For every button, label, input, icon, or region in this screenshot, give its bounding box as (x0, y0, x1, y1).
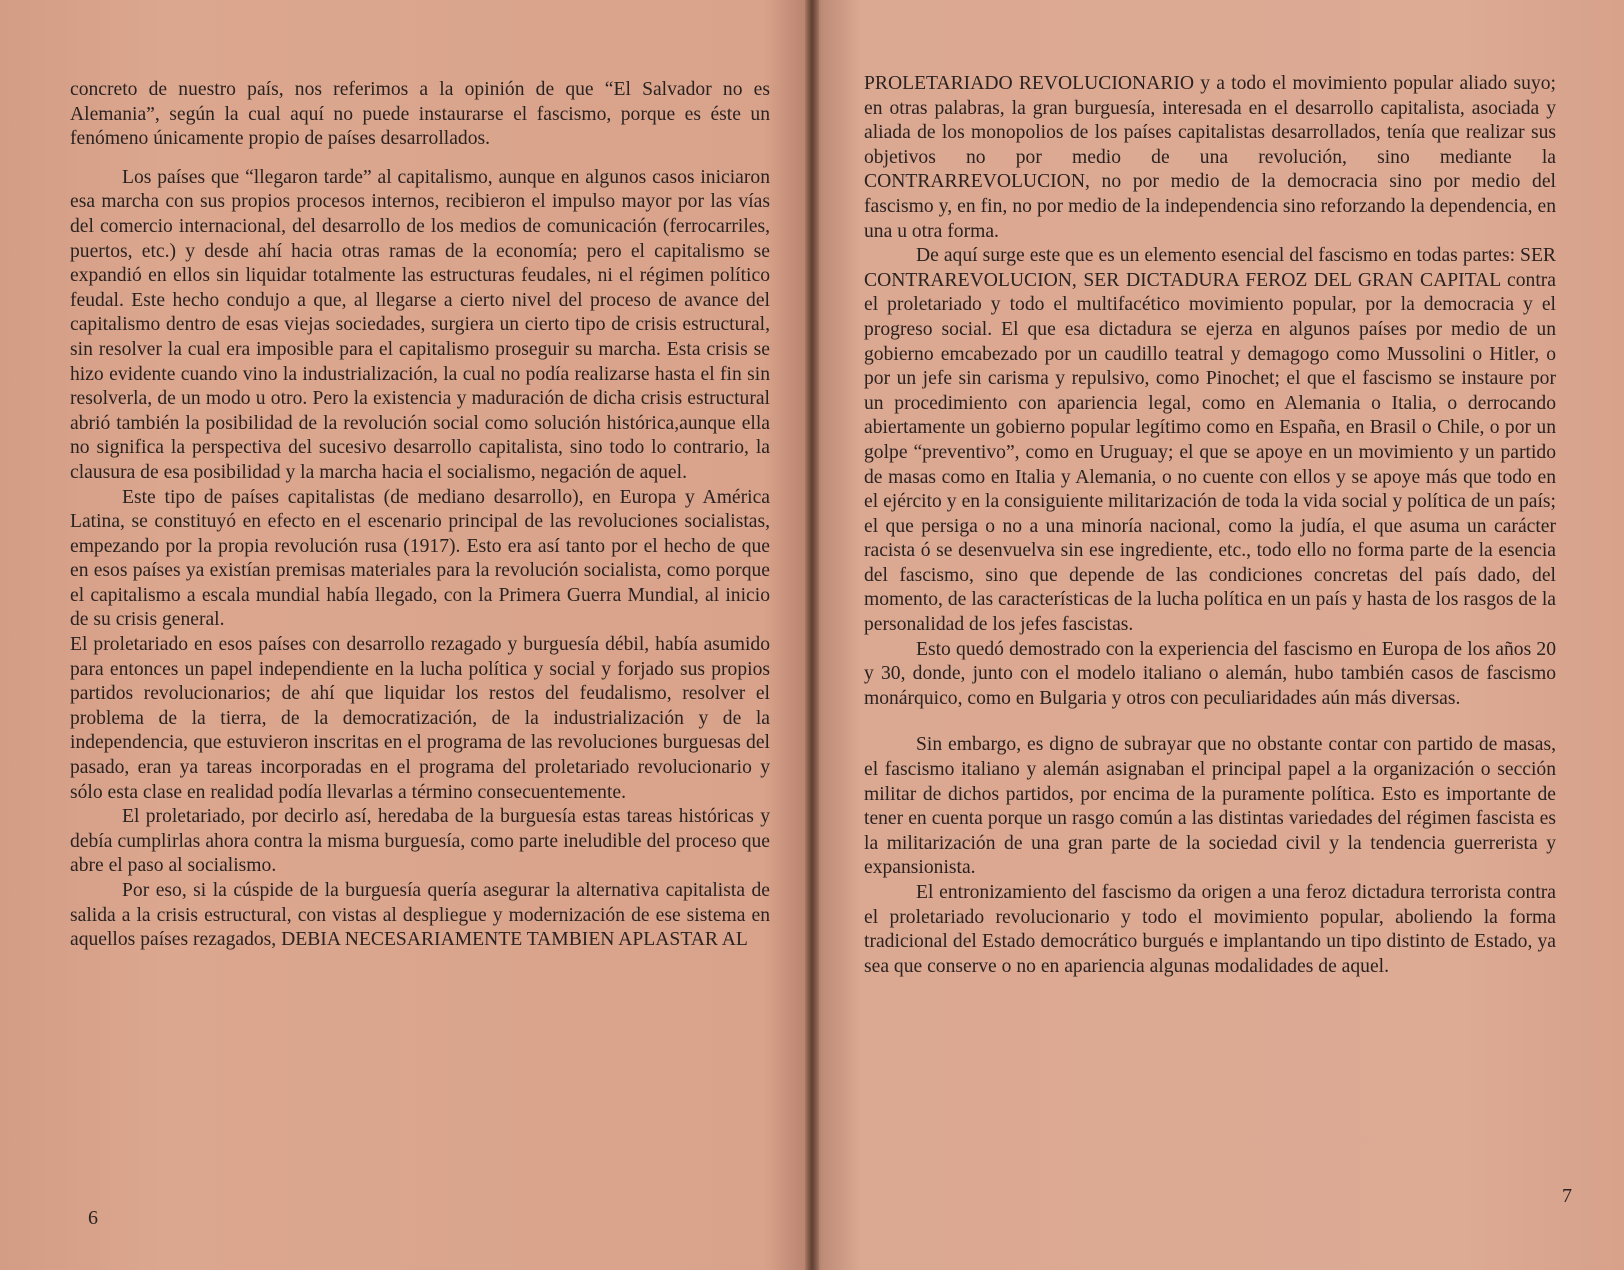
paragraph: El proletariado en esos países con desarrollo rezagado y burguesía débil, había asumido para entonces un papel independiente en la lucha política y social y forjado sus propios partidos revolucionarios; de ahí que liquidar los restos del feudalismo, resolver el problema de la tierra, de la democratización, de la industrialización y de la independencia, que estuvieron inscritas en el programa de las revoluciones burguesas del pasado, eran ya tareas incorporadas en el programa del proletariado revolucionario y sólo esta clase en realidad podía llevarlas a término consecuentemente. (70, 634, 770, 803)
paragraph: Este tipo de países capitalistas (de mediano desarrollo), en Europa y América Latina, se constituyó en efecto en el escenario principal de las revoluciones socialistas, empezando por la propia revolución rusa (1917). Esto era así tanto por el hecho de que en esos países ya existían premisas materiales para la revolución socialista, como porque el capitalismo a escala mundial había llegado, con la Primera Guerra Mundial, al inicio de su crisis general. (70, 486, 770, 631)
paragraph: De aquí surge este que es un elemento esencial del fascismo en todas partes: SER CONTRAREVOLUCION, SER DICTADURA FEROZ DEL GRAN CAPITAL contra el proletariado y todo el multifacético movimiento popular, por la democracia y el progreso social. El que esa dictadura se ejerza en algunos países por medio de un gobierno emcabezado por un caudillo teatral y demagogo como Mussolini o Hitler, o por un jefe sin carisma y repulsivo, como Pinochet; el que el fascismo se instaure por un procedimiento con apariencia legal, como en Alemania o Italia, o derrocando abiertamente un gobierno popular legítimo como en España, en Brasil o Chile, o por un golpe “preventivo”, como en Uruguay; el que se apoye en un movimiento y un partido de masas como en Italia y Alemania, o no cuente con ellos y se apoye más que todo en el ejército y en la consiguiente militarización de toda la vida social y política de un país; el que persiga o no a una minoría nacional, como la judía, el que asuma un carácter racista ó se desenvuelva sin ese ingrediente, etc., todo ello no forma parte de la esencia del fascismo, sino que depende de las condiciones concretas del país dado, del momento, de las características de la lucha política en un país y hasta de los rasgos de la personalidad de los jefes fascistas. (864, 245, 1556, 636)
paragraph: Los países que “llegaron tarde” al capitalismo, aunque en algunos casos iniciaron esa marcha con sus propios procesos internos, recibieron el impulso mayor por las vías del comercio internacional, del desarrollo de los medios de comunicación (ferrocarriles, puertos, etc.) y desde ahí hacia otras ramas de la economía; pero el capitalismo se expandió en ellos sin liquidar totalmente las estructuras feudales, ni el régimen político feudal. Este hecho condujo a que, al llegarse a cierto nivel del proceso de avance del capitalismo dentro de esas viejas sociedades, surgiera un cierto tipo de crisis estructural, sin resolver la cual era imposible para el capitalismo proseguir su marcha. Esta crisis se hizo evidente cuando vino la industrialización, la cual no podía realizarse hasta el fin sin resolverla, de un modo u otro. Pero la existencia y maduración de dicha crisis estructural abrió también la posibilidad de la revolución social como solución histórica,aunque ella no significa la perspectiva del sucesivo desarrollo capitalista, sino todo lo contrario, la clausura de esa posibilidad y la marcha hacia el socialismo, negación de aquel. (70, 166, 770, 483)
paragraph: El entronizamiento del fascismo da origen a una feroz dictadura terrorista contra el proletariado revolucionario y todo el movimiento popular, aboliendo la forma tradicional del Estado democrático burgués e implantando un tipo distinto de Estado, ya sea que conserve o no en apariencia algunas modalidades de aquel. (864, 882, 1556, 977)
left-page-text (70, 78, 770, 953)
paragraph: El proletariado, por decirlo así, heredaba de la burguesía estas tareas históricas y debía cumplirlas ahora contra la misma burguesía, como parte ineludible del proceso que abre el paso al socialismo. (70, 806, 770, 877)
right-page-text (864, 72, 1556, 979)
paragraph: Esto quedó demostrado con la experiencia del fascismo en Europa de los años 20 y 30, donde, junto con el modelo italiano o alemán, hubo también casos de fascismo monárquico, como en Bulgaria y otros con peculiaridades aún más diversas. (864, 638, 1556, 709)
page-number: 7 (1562, 1185, 1572, 1207)
right-page (812, 0, 1624, 1270)
page-number: 6 (88, 1207, 98, 1229)
paragraph: concreto de nuestro país, nos referimos a la opinión de que “El Salvador no es Alemania”, según la cual aquí no puede instaurarse el fascismo, porque es éste un fenómeno únicamente propio de países desarrollados. (70, 79, 770, 150)
paragraph: PROLETARIADO REVOLUCIONARIO y a todo el movimiento popular aliado suyo; en otras palabras, la gran burguesía, interesada en el desarrollo capitalista, asociada y aliada de los monopolios de los países capitalistas desarrollados, tenía que realizar sus objetivos no por medio de una revolución, sino mediante la CONTRARREVOLUCION, no por medio de la democracia sino por medio del fascismo y, en fin, no por medio de la independencia sino reforzando la dependencia, en una u otra forma. (864, 73, 1556, 242)
paragraph: Por eso, si la cúspide de la burguesía quería asegurar la alternativa capitalista de salida a la crisis estructural, con vistas al despliegue y modernización de ese sistema en aquellos países rezagados, DEBIA NECESARIAMENTE TAMBIEN APLASTAR AL (70, 880, 770, 951)
paragraph: Sin embargo, es digno de subrayar que no obstante contar con partido de masas, el fascismo italiano y alemán asignaban el principal papel a la organización o sección militar de dichos partidos, por encima de la puramente política. Esto es importante de tener en cuenta porque un rasgo común a las distintas variedades del régimen fascista es la militarización de una gran parte de la sociedad civil y la tendencia guerrerista y expansionista. (864, 734, 1556, 879)
